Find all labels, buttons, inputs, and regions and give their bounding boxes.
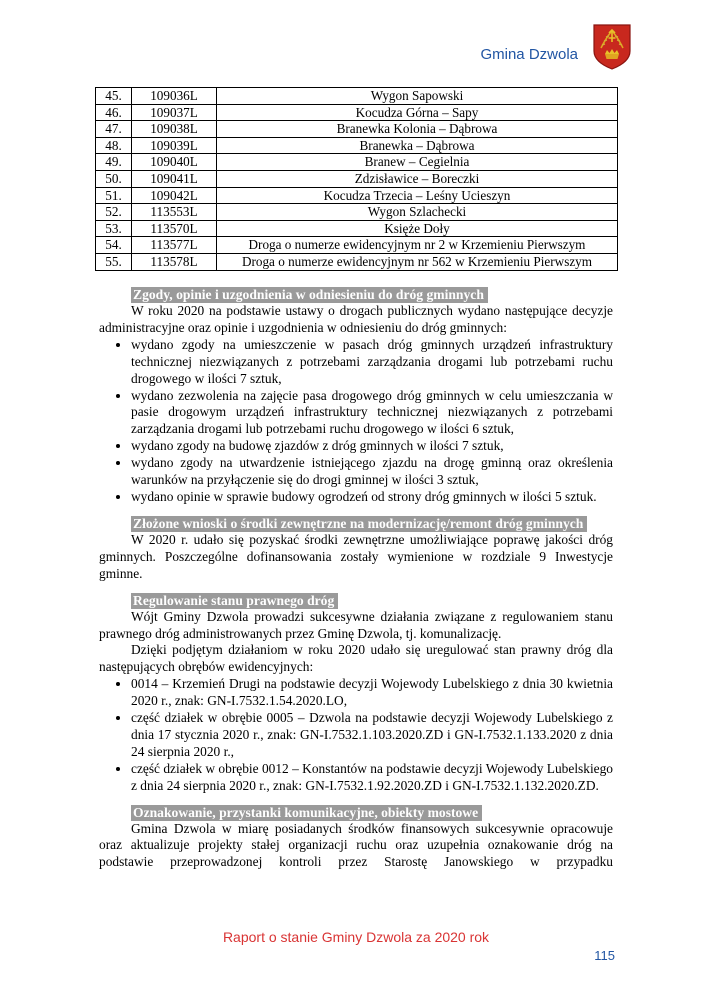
table-row bbox=[96, 121, 618, 138]
section-heading bbox=[131, 286, 613, 303]
road-no: 54. bbox=[96, 237, 132, 254]
section-heading bbox=[131, 515, 613, 532]
road-name: Wygon Sapowski bbox=[217, 88, 618, 105]
road-code: 109037L bbox=[132, 104, 217, 121]
road-no: 52. bbox=[96, 204, 132, 221]
list-item: • wydano zezwolenia na zajęcie pasa drogowego dróg gminnych w celu umieszczania w pasie drogowym urządzeń infrastruktury technicznej niezwiązanych z potrzebami zarządzania drogami lub potrzebami ruchu drogowego w ilości 6 sztuk, bbox=[131, 388, 613, 439]
table-row bbox=[96, 220, 618, 237]
road-name: Droga o numerze ewidencyjnym nr 2 w Krzemieniu Pierwszym bbox=[217, 237, 618, 254]
road-code: 109042L bbox=[132, 187, 217, 204]
paragraph: Dzięki podjętym działaniom w roku 2020 udało się uregulować stan prawny dróg dla następujących obrębów ewidencyjnych: bbox=[99, 642, 613, 675]
road-no: 51. bbox=[96, 187, 132, 204]
page-header bbox=[480, 24, 631, 70]
road-code: 109040L bbox=[132, 154, 217, 171]
list-item: • wydano zgody na umieszczenie w pasach dróg gminnych urządzeń infrastruktury technicznej niezwiązanych z potrzebami zarządzania drogami lub potrzebami ruchu drogowego w ilości 7 sztuk, bbox=[131, 337, 613, 388]
road-code: 113553L bbox=[132, 204, 217, 221]
road-name: Droga o numerze ewidencyjnym nr 562 w Krzemieniu Pierwszym bbox=[217, 253, 618, 270]
bullet-list bbox=[99, 337, 613, 506]
road-code: 109036L bbox=[132, 88, 217, 105]
page-number: 115 bbox=[594, 948, 615, 963]
road-name: Księże Doły bbox=[217, 220, 618, 237]
list-item: • 0014 – Krzemień Drugi na podstawie decyzji Wojewody Lubelskiego z dnia 30 kwietnia 2020 r., znak: GN-I.7532.1.54.2020.LO, bbox=[131, 676, 613, 710]
road-no: 47. bbox=[96, 121, 132, 138]
report-footer-title: Raport o stanie Gminy Dzwola za 2020 rok bbox=[222, 929, 490, 945]
list-item: • wydano zgody na utwardzenie istniejącego zjazdu na drogę gminną oraz określenia warunków na przyłączenie się do drogi gminnej w ilości 3 sztuk, bbox=[131, 455, 613, 489]
section-heading bbox=[131, 804, 613, 821]
road-no: 45. bbox=[96, 88, 132, 105]
list-item: • część działek w obrębie 0005 – Dzwola na podstawie decyzji Wojewody Lubelskiego z dnia 17 stycznia 2020 r., znak: GN-I.7532.1.103.2020.ZD i GN-I.7532.1.133.2020 z dnia 24 sierpnia 2020 r., bbox=[131, 710, 613, 761]
road-code: 109041L bbox=[132, 170, 217, 187]
road-name: Kocudza Trzecia – Leśny Ucieszyn bbox=[217, 187, 618, 204]
section-heading-text: Zgody, opinie i uzgodnienia w odniesieniu do dróg gminnych bbox=[131, 287, 488, 303]
brand-name: Gmina Dzwola bbox=[480, 46, 578, 63]
table-row bbox=[96, 204, 618, 221]
table-row bbox=[96, 88, 618, 105]
table-row bbox=[96, 104, 618, 121]
table-row bbox=[96, 170, 618, 187]
road-no: 46. bbox=[96, 104, 132, 121]
document-body bbox=[99, 286, 613, 871]
road-no: 53. bbox=[96, 220, 132, 237]
section-heading-text: Oznakowanie, przystanki komunikacyjne, obiekty mostowe bbox=[131, 805, 482, 821]
road-code: 113578L bbox=[132, 253, 217, 270]
road-code: 109039L bbox=[132, 137, 217, 154]
section-heading-text: Złożone wnioski o środki zewnętrzne na modernizację/remont dróg gminnych bbox=[131, 516, 587, 532]
paragraph: Wójt Gminy Dzwola prowadzi sukcesywne działania związane z regulowaniem stanu prawnego dróg administrowanych przez Gminę Dzwola, tj. komunalizację. bbox=[99, 608, 613, 641]
section-heading bbox=[131, 592, 613, 609]
list-item: • wydano zgody na budowę zjazdów z dróg gminnych w ilości 7 sztuk, bbox=[131, 438, 613, 455]
road-code: 113570L bbox=[132, 220, 217, 237]
road-name: Zdzisławice – Boreczki bbox=[217, 170, 618, 187]
road-name: Branewka Kolonia – Dąbrowa bbox=[217, 121, 618, 138]
road-code: 113577L bbox=[132, 237, 217, 254]
section-oznakowanie bbox=[99, 804, 613, 872]
section-zgody bbox=[99, 286, 613, 506]
roads-table bbox=[95, 87, 618, 271]
road-no: 55. bbox=[96, 253, 132, 270]
section-wnioski bbox=[99, 515, 613, 583]
table-row bbox=[96, 187, 618, 204]
coat-of-arms-icon bbox=[593, 24, 631, 70]
road-name: Wygon Szlachecki bbox=[217, 204, 618, 221]
road-no: 48. bbox=[96, 137, 132, 154]
paragraph: W 2020 r. udało się pozyskać środki zewnętrzne umożliwiające poprawę jakości dróg gminnych. Poszczególne dofinansowania zostały wymienione w rozdziale 9 Inwestycje gminne. bbox=[99, 531, 613, 581]
list-item: • wydano opinie w sprawie budowy ogrodzeń od strony dróg gminnych w ilości 5 sztuk. bbox=[131, 489, 613, 506]
paragraph: Gmina Dzwola w miarę posiadanych środków finansowych sukcesywnie opracowuje oraz aktualizuje projekty stałej organizacji ruchu oraz uzupełnia oznakowanie dróg na podstawie przeprowadzonej kontroli przez Starostę Janowskiego w przypadku bbox=[99, 820, 613, 870]
section-regulowanie bbox=[99, 592, 613, 795]
road-no: 50. bbox=[96, 170, 132, 187]
road-name: Branew – Cegielnia bbox=[217, 154, 618, 171]
table-row bbox=[96, 253, 618, 270]
table-row bbox=[96, 237, 618, 254]
road-name: Branewka – Dąbrowa bbox=[217, 137, 618, 154]
road-no: 49. bbox=[96, 154, 132, 171]
table-row bbox=[96, 154, 618, 171]
section-heading-text: Regulowanie stanu prawnego dróg bbox=[131, 593, 338, 609]
list-item: • część działek w obrębie 0012 – Konstantów na podstawie decyzji Wojewody Lubelskiego z dnia 24 sierpnia 2020 r., znak: GN-I.7532.1.92.2020.ZD i GN-I.7532.1.132.2020.ZD. bbox=[131, 761, 613, 795]
bullet-list bbox=[99, 676, 613, 794]
paragraph: W roku 2020 na podstawie ustawy o drogach publicznych wydano następujące decyzje administracyjne oraz opinie i uzgodnienia w odniesieniu do dróg gminnych: bbox=[99, 303, 613, 335]
table-row bbox=[96, 137, 618, 154]
road-code: 109038L bbox=[132, 121, 217, 138]
road-name: Kocudza Górna – Sapy bbox=[217, 104, 618, 121]
